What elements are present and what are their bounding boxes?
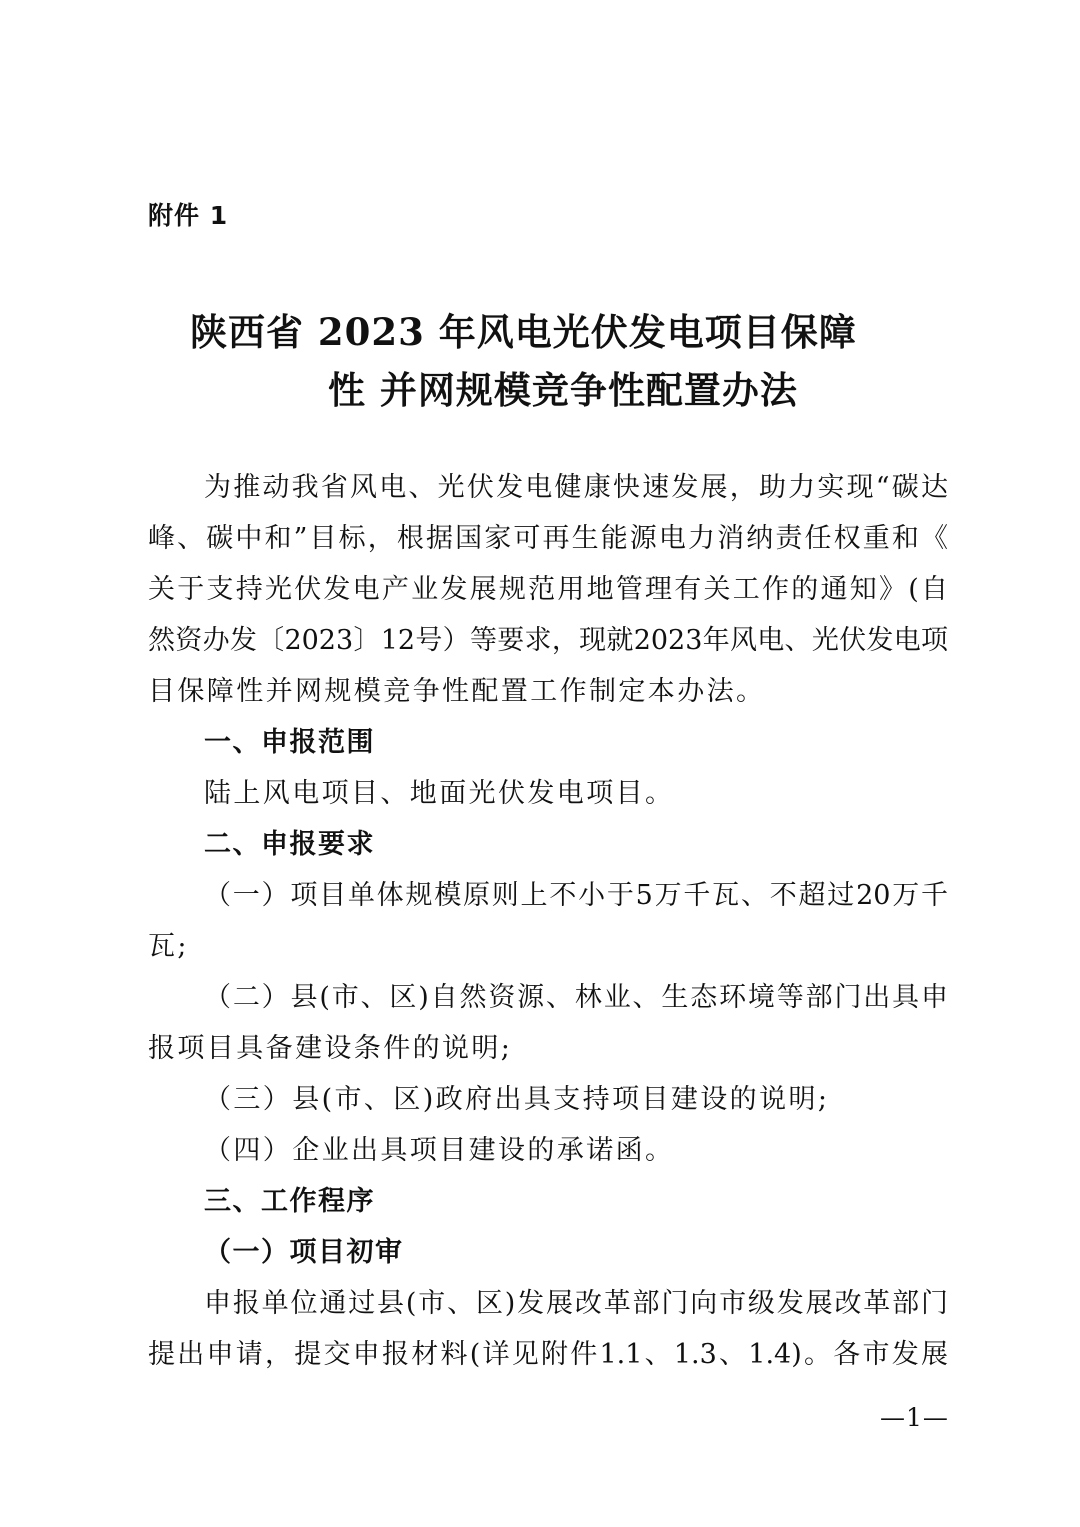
section-heading-requirements: 二、申报要求 [204, 829, 375, 860]
document-body [148, 462, 948, 1380]
intro-line: 然资办发〔2023〕12号）等要求，现就2023年风电、光伏发电项 [148, 625, 948, 656]
requirement-3: （三）县(市、区)政府出具支持项目建设的说明; [204, 1084, 830, 1115]
requirement-2-line-2: 报项目具备建设条件的说明; [148, 1033, 513, 1064]
requirement-1-line-2: 瓦; [148, 931, 189, 962]
scope-text: 陆上风电项目、地面光伏发电项目。 [204, 778, 675, 809]
attachment-label: 附件 1 [148, 201, 229, 230]
intro-line: 峰、碳中和”目标，根据国家可再生能源电力消纳责任权重和《 [148, 523, 948, 554]
requirement-4: （四）企业出具项目建设的承诺函。 [204, 1135, 675, 1166]
intro-line: 关于支持光伏发电产业发展规范用地管理有关工作的通知》(自 [148, 574, 948, 605]
initial-review-line-2: 提出申请，提交申报材料(详见附件1.1、1.3、1.4)。各市发展 [148, 1339, 948, 1370]
document-title-line-1: 陕西省 2023 年风电光伏发电项目保障 [190, 310, 857, 354]
section-heading-scope: 一、申报范围 [204, 727, 375, 758]
subsection-heading-initial-review: （一）项目初审 [204, 1237, 404, 1268]
intro-line: 为推动我省风电、光伏发电健康快速发展，助力实现“碳达 [204, 472, 948, 503]
page-number: —1— [880, 1403, 949, 1432]
intro-line: 目保障性并网规模竞争性配置工作制定本办法。 [148, 676, 766, 707]
requirement-2-line-1: （二）县(市、区)自然资源、林业、生态环境等部门出具申 [204, 982, 948, 1013]
requirement-1-line-1: （一）项目单体规模原则上不小于5万千瓦、不超过20万千 [204, 880, 948, 911]
initial-review-line-1: 申报单位通过县(市、区)发展改革部门向市级发展改革部门 [204, 1288, 948, 1319]
section-heading-procedure: 三、工作程序 [204, 1186, 375, 1217]
document-title-line-2: 性 并网规模竞争性配置办法 [328, 368, 798, 412]
